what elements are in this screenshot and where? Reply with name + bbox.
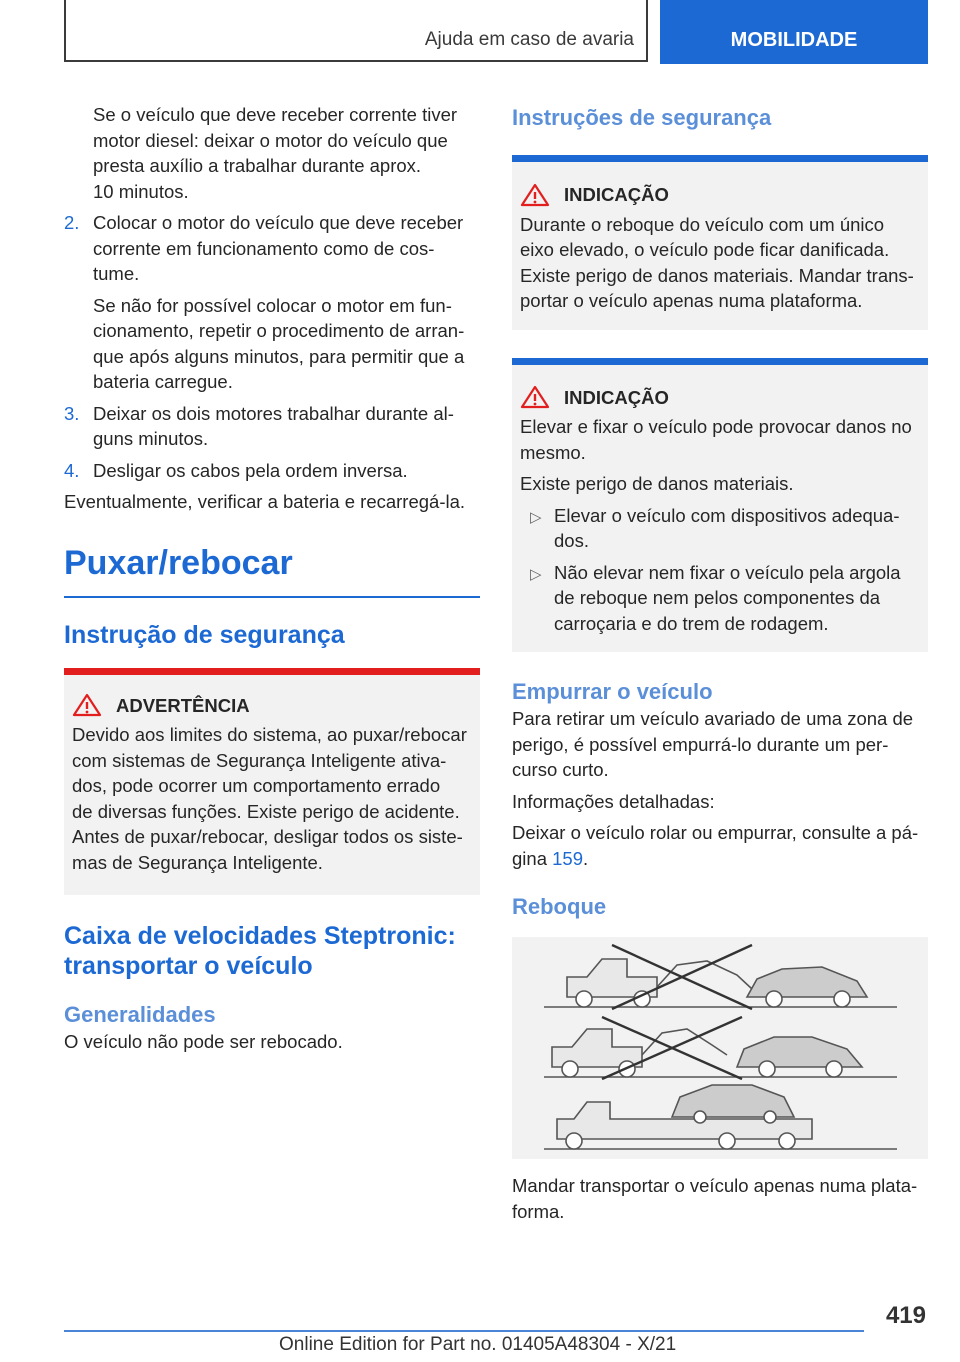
- chapter-tab[interactable]: [660, 0, 928, 64]
- note-label: INDICAÇÃO: [564, 386, 669, 408]
- caption-line: Mandar transportar o veículo apenas numa plata-: [512, 1175, 918, 1196]
- text-line: Elevar o veículo com dispositivos adequa-: [554, 504, 900, 526]
- note-title: [520, 385, 920, 411]
- warning-triangle-icon: [72, 693, 102, 717]
- text-line: Desligar os cabos pela ordem inversa.: [93, 459, 408, 481]
- step-1-continuation: [64, 102, 480, 204]
- text-line: Devido aos limites do sistema, ao puxar/rebocar: [72, 724, 467, 745]
- text-line: Durante o reboque do veículo com um único: [520, 213, 885, 235]
- tow-heading: Reboque: [512, 894, 607, 919]
- warning-title: [72, 693, 472, 719]
- chapter-title: MOBILIDADE: [730, 29, 858, 51]
- chapter-heading: Puxar/rebocar: [64, 543, 293, 582]
- step-number: 3.: [64, 402, 80, 424]
- warning-triangle-icon: [520, 183, 550, 207]
- right-column: [512, 104, 928, 1224]
- text-line: mas de Segurança Inteligente.: [72, 851, 323, 873]
- step-3: [64, 401, 480, 452]
- text-line: presta auxílio a trabalhar durante aprox.: [93, 155, 422, 176]
- text-line: bateria carregue.: [93, 371, 233, 392]
- safety-heading: Instrução de segurança: [64, 620, 345, 649]
- text-line: Deixar os dois motores trabalhar durante al-: [93, 402, 454, 424]
- step-2-note: [64, 293, 480, 395]
- page-header: [64, 0, 928, 64]
- warning-box: [64, 668, 480, 896]
- note-title: [520, 182, 920, 208]
- heading-line: Caixa de velocidades Steptronic:: [64, 922, 456, 950]
- page-reference-line: [512, 846, 928, 872]
- push-heading: Empurrar o veículo: [512, 679, 713, 704]
- text-line: Para retirar um veículo avariado de uma zona de: [512, 708, 914, 729]
- step-2: [64, 210, 480, 287]
- towing-diagram-image: [512, 937, 928, 1159]
- text-line: perigo, é possível empurrá-lo durante um per-: [512, 733, 889, 755]
- general-heading: Generalidades: [64, 1002, 216, 1027]
- bullet-item: [520, 560, 920, 637]
- step-4: [64, 458, 480, 484]
- text-line: dos.: [554, 530, 589, 551]
- text-line: tume.: [93, 263, 140, 284]
- bullet-item: [520, 503, 920, 554]
- warning-triangle-icon: [520, 385, 550, 409]
- towing-illustration: [512, 937, 928, 1159]
- safety-instructions-heading: Instruções de segurança: [512, 105, 772, 130]
- left-column: [64, 102, 480, 1055]
- text-line: mesmo.: [520, 441, 586, 463]
- text-line: Existe perigo de danos materiais.: [520, 473, 794, 494]
- page-number: 419: [885, 1302, 926, 1329]
- note-label: INDICAÇÃO: [564, 184, 669, 205]
- footer-rule: [64, 1330, 864, 1332]
- section-tab: [64, 0, 648, 62]
- text-line: curso curto.: [512, 759, 609, 780]
- bullet-triangle-icon: ▷: [530, 508, 542, 526]
- text-line: corrente em funcionamento como de cos-: [93, 237, 435, 259]
- text-line: de diversas funções. Existe perigo de acidente.: [72, 800, 460, 822]
- text-line: carroçaria e do trem de rodagem.: [554, 612, 829, 634]
- text-line: motor diesel: deixar o motor do veículo que: [93, 129, 448, 151]
- text-line: que após alguns minutos, para permitir que a: [93, 345, 465, 367]
- text-line: Deixar o veículo rolar ou empurrar, consulte a pá-: [512, 822, 919, 843]
- text-line: guns minutos.: [93, 428, 209, 449]
- text-line: de reboque nem pelos componentes da: [554, 587, 881, 608]
- text-line: Existe perigo de danos materiais. Mandar trans-: [520, 264, 914, 286]
- section-title: Ajuda em caso de avaria: [424, 29, 634, 50]
- battery-check-text: Eventualmente, verificar a bateria e recarregá-la.: [64, 491, 466, 512]
- edition-text: Online Edition for Part no. 01405A48304 - X/21: [279, 1334, 677, 1355]
- text-line: Antes de puxar/rebocar, desligar todos os siste-: [72, 826, 463, 847]
- note-box-1: [512, 155, 928, 330]
- step-number: 2.: [64, 212, 80, 233]
- page-link[interactable]: 159: [552, 847, 583, 869]
- heading-rule: [64, 596, 480, 598]
- steptronic-heading: [64, 921, 480, 981]
- note-box-2: [512, 358, 928, 653]
- info-label: Informações detalhadas:: [512, 790, 715, 812]
- text-line: Colocar o motor do veículo que deve receber: [93, 212, 464, 233]
- text-line: Se o veículo que deve receber corrente tiver: [93, 104, 458, 125]
- text-line: eixo elevado, o veículo pode ficar danificada.: [520, 239, 890, 260]
- text-line: dos, pode ocorrer um comportamento errado: [72, 775, 441, 796]
- text-line: Elevar e fixar o veículo pode provocar danos no: [520, 416, 912, 437]
- warning-label: ADVERTÊNCIA: [116, 694, 250, 716]
- bullet-triangle-icon: ▷: [530, 565, 542, 583]
- text-line: cionamento, repetir o procedimento de arran-: [93, 320, 465, 341]
- text-fragment: gina: [512, 847, 553, 869]
- step-number: 4.: [64, 459, 80, 481]
- caption-line: forma.: [512, 1200, 565, 1222]
- text-line: com sistemas de Segurança Inteligente ativa-: [72, 749, 447, 771]
- text-fragment: .: [583, 847, 589, 869]
- text-line: Se não for possível colocar o motor em fun-: [93, 294, 452, 316]
- text-line: portar o veículo apenas numa plataforma.: [520, 290, 863, 311]
- text-line: Não elevar nem fixar o veículo pela argola: [554, 561, 901, 583]
- text-line: 10 minutos.: [93, 180, 189, 202]
- heading-line: transportar o veículo: [64, 952, 313, 980]
- general-text: O veículo não pode ser rebocado.: [64, 1031, 343, 1052]
